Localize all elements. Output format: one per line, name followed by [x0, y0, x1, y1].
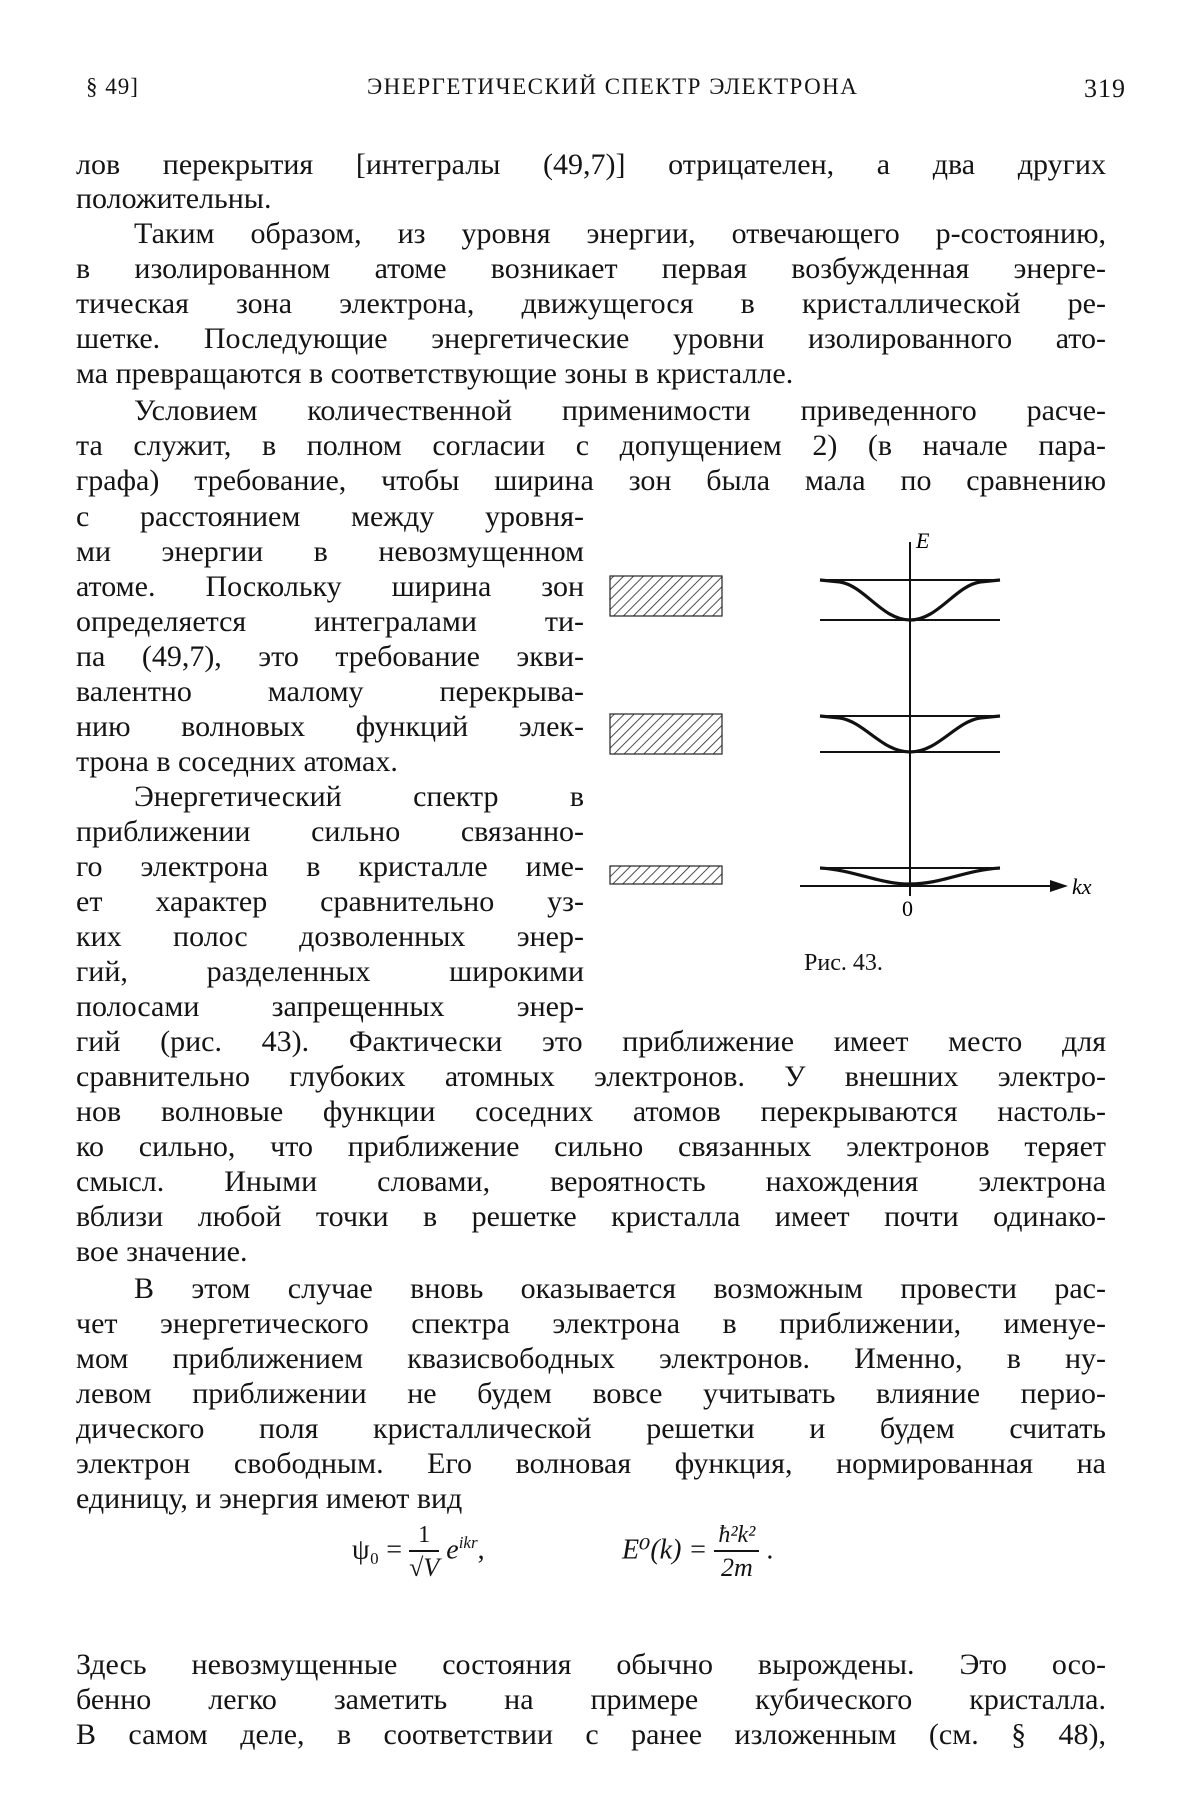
- text-line: трона в соседних атомах.: [76, 745, 398, 778]
- atomic-level-middle: [610, 714, 722, 754]
- text-line: Условием количественной применимости приведенного расче-: [134, 394, 1106, 427]
- atomic-level-upper: [610, 576, 722, 616]
- text-line: шетке. Последующие энергетические уровни изолированного ато-: [76, 322, 1106, 355]
- section-marker: § 49]: [86, 74, 139, 99]
- energy-lhs: E⁰(k) =: [622, 1534, 708, 1566]
- text-line: го электрона в кристалле име-: [76, 850, 584, 883]
- page-number: 319: [1084, 74, 1126, 103]
- text-line: атоме. Поскольку ширина зон: [76, 570, 584, 603]
- axes: [800, 528, 1092, 921]
- text-line: ет характер сравнительно уз-: [76, 885, 584, 918]
- psi-numerator: 1: [409, 1520, 439, 1552]
- figure-caption: Рис. 43.: [804, 950, 883, 976]
- text-line: мом приближением квазисвободных электронов. Именно, в ну-: [76, 1342, 1106, 1375]
- text-line: гий (рис. 43). Фактически это приближение имеет место для: [76, 1025, 1106, 1058]
- text-line: в изолированном атоме возникает первая возбужденная энерге-: [76, 252, 1106, 285]
- exp-base: e: [446, 1534, 459, 1566]
- text-line: Таким образом, из уровня энергии, отвечающего p-состоянию,: [134, 217, 1106, 250]
- text-line: вблизи любой точки в решетке кристалла имеет почти одинако-: [76, 1200, 1106, 1233]
- text-line: графа) требование, чтобы ширина зон была мала по сравнению: [76, 464, 1106, 497]
- exp-power: ikr: [458, 1533, 478, 1553]
- text-line: та служит, в полном согласии с допущением 2) (в начале пара-: [76, 429, 1106, 462]
- text-line: электрон свободным. Его волновая функция, нормированная на: [76, 1447, 1106, 1480]
- momentum-axis-label: kx: [1072, 874, 1092, 899]
- energy-denominator: 2m: [720, 1553, 753, 1582]
- text-line: ких полос дозволенных энер-: [76, 920, 584, 953]
- text-line: вое значение.: [76, 1235, 248, 1268]
- text-line: нов волновые функции соседних атомов перекрываются настоль-: [76, 1095, 1106, 1128]
- text-line: тическая зона электрона, движущегося в кристаллической ре-: [76, 287, 1106, 320]
- momentum-axis-arrowhead: [1050, 880, 1068, 892]
- wavefunction-formula: [352, 1520, 485, 1610]
- energy-numerator: ħ²k²: [714, 1520, 759, 1552]
- energy-formula: [622, 1520, 773, 1610]
- psi-lhs: ψ₀ =: [352, 1534, 403, 1566]
- text-line: с расстоянием между уровня-: [76, 500, 584, 533]
- text-line: определяется интегралами ти-: [76, 605, 584, 638]
- text-line: ко сильно, что приближение сильно связанных электронов теряет: [76, 1130, 1106, 1163]
- text-line: полосами запрещенных энер-: [76, 990, 584, 1023]
- atomic-levels: [610, 576, 722, 884]
- band-diagram: [600, 520, 1160, 950]
- text-line: В этом случае вновь оказывается возможным провести рас-: [134, 1272, 1106, 1305]
- text-line: приближении сильно связанно-: [76, 815, 584, 848]
- origin-label: 0: [902, 896, 913, 921]
- energy-axis-label: E: [916, 528, 930, 553]
- text-line: лов перекрытия [интегралы (49,7)] отрицателен, а два других: [76, 148, 1106, 181]
- text-line: дического поля кристаллической решетки и будем считать: [76, 1412, 1106, 1445]
- text-line: сравнительно глубоких атомных электронов. У внешних электро-: [76, 1060, 1106, 1093]
- text-line: ми энергии в невозмущенном: [76, 535, 584, 568]
- text-line: Здесь невозмущенные состояния обычно вырождены. Это осо-: [76, 1648, 1106, 1681]
- energy-fraction: [714, 1520, 759, 1584]
- text-line: гий, разделенных широкими: [76, 955, 584, 988]
- atomic-level-lower: [610, 866, 722, 884]
- text-line: В самом деле, в соответствии с ранее изложенным (см. § 48),: [76, 1718, 1106, 1751]
- energy-tail: .: [766, 1534, 774, 1566]
- psi-denominator: √V: [409, 1553, 440, 1582]
- running-title: ЭНЕРГЕТИЧЕСКИЙ СПЕКТР ЭЛЕКТРОНА: [367, 74, 859, 99]
- text-line: Энергетический спектр в: [134, 780, 584, 813]
- text-line: положительны.: [76, 182, 272, 215]
- text-line: бенно легко заметить на примере кубического кристалла.: [76, 1683, 1106, 1716]
- psi-tail: ,: [477, 1534, 485, 1566]
- text-line: левом приближении не будем вовсе учитывать влияние перио-: [76, 1377, 1106, 1410]
- text-line: ма превращаются в соответствующие зоны в кристалле.: [76, 357, 794, 390]
- text-line: нию волновых функций элек-: [76, 710, 584, 743]
- text-line: единицу, и энергия имеют вид: [76, 1482, 463, 1515]
- text-line: па (49,7), это требование экви-: [76, 640, 584, 673]
- psi-fraction: [409, 1520, 439, 1584]
- text-line: чет энергетического спектра электрона в приближении, именуе-: [76, 1307, 1106, 1340]
- text-line: смысл. Иными словами, вероятность нахождения электрона: [76, 1165, 1106, 1198]
- text-line: валентно малому перекрыва-: [76, 675, 584, 708]
